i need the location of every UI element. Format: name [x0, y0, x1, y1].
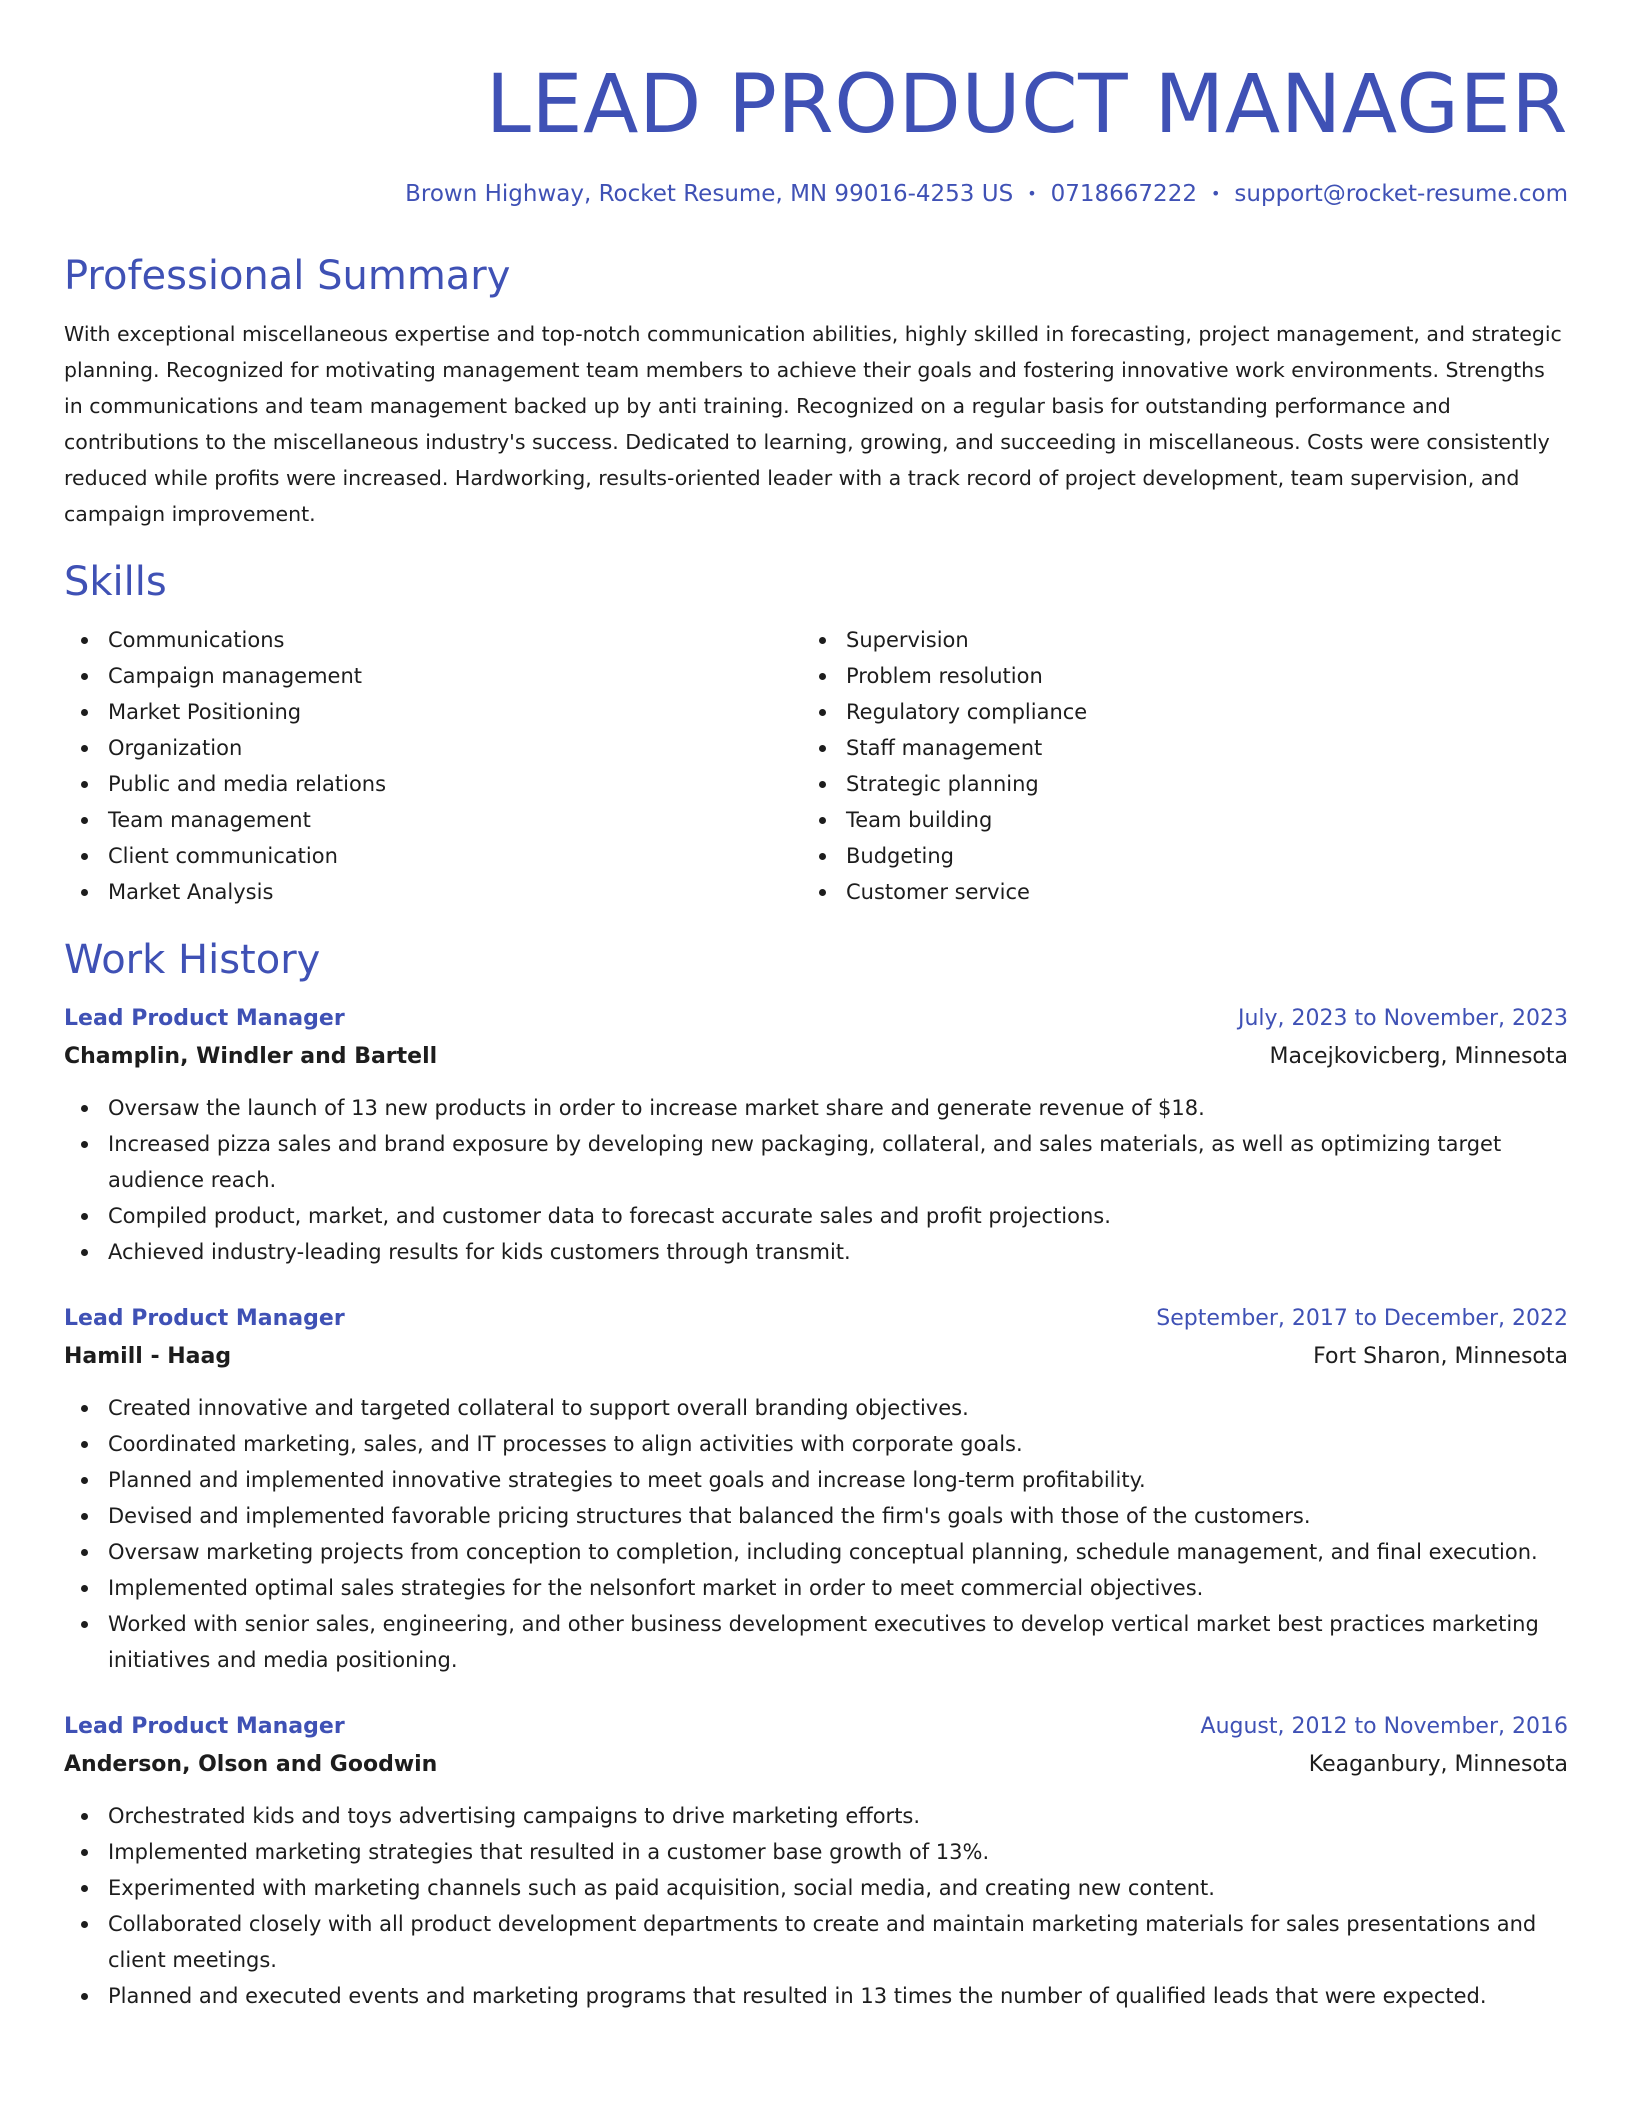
job-title: Lead Product Manager	[64, 1714, 345, 1739]
job-bullet: Collaborated closely with all product development departments to create and maintain marketing materials for sales presentations and client meetings.	[64, 1906, 1568, 1978]
job-location: Macejkovicberg, Minnesota	[1269, 1044, 1568, 1069]
skill-item: Strategic planning	[802, 766, 1540, 802]
contact-line	[64, 178, 1568, 210]
contact-separator: •	[1027, 184, 1037, 203]
skill-item: Campaign management	[64, 658, 802, 694]
job-dates: August, 2012 to November, 2016	[1200, 1714, 1568, 1739]
job-bullet: Oversaw the launch of 13 new products in order to increase market share and generate revenue of $18.	[64, 1090, 1568, 1126]
skill-item: Supervision	[802, 622, 1540, 658]
job-entry	[64, 1000, 1568, 1270]
job-dates: July, 2023 to November, 2023	[1237, 1006, 1568, 1031]
job-company: Hamill - Haag	[64, 1344, 232, 1369]
summary-section	[64, 248, 1568, 532]
skills-grid	[64, 622, 1568, 910]
job-title: Lead Product Manager	[64, 1306, 345, 1331]
job-header-row	[64, 1708, 1568, 1746]
skills-column-left	[64, 622, 802, 910]
skill-item: Regulatory compliance	[802, 694, 1540, 730]
job-company-row	[64, 1338, 1568, 1376]
job-bullet: Planned and implemented innovative strategies to meet goals and increase long-term profitability.	[64, 1462, 1568, 1498]
resume-name: LEAD PRODUCT MANAGER	[485, 58, 1568, 152]
skill-item: Client communication	[64, 838, 802, 874]
work-history-section	[64, 932, 1568, 2014]
contact-phone: 0718667222	[1050, 181, 1197, 207]
resume-header	[64, 50, 1568, 210]
summary-text: With exceptional miscellaneous expertise and top-notch communication abilities, highly skilled in forecasting, project management, and strategic planning. Recognized for motivating management team members to achieve their goals and fostering innovative work environments. Strengths in communications and team management backed up by anti training. Recognized on a regular basis for outstanding performance and contributions to the miscellaneous industry's success. Dedicated to learning, growing, and succeeding in miscellaneous. Costs were consistently reduced while profits were increased. Hardworking, results-oriented leader with a track record of project development, team supervision, and campaign improvement.	[64, 322, 1562, 526]
job-bullets	[64, 1390, 1568, 1678]
job-bullet: Achieved industry-leading results for kids customers through transmit.	[64, 1234, 1568, 1270]
job-company: Anderson, Olson and Goodwin	[64, 1752, 438, 1777]
skill-item: Organization	[64, 730, 802, 766]
contact-address: Brown Highway, Rocket Resume, MN 99016-4253 US	[405, 181, 1014, 207]
job-bullet: Implemented optimal sales strategies for the nelsonfort market in order to meet commercial objectives.	[64, 1570, 1568, 1606]
skill-item: Market Positioning	[64, 694, 802, 730]
job-header-row	[64, 1000, 1568, 1038]
skill-item: Problem resolution	[802, 658, 1540, 694]
job-bullet: Experimented with marketing channels such as paid acquisition, social media, and creating new content.	[64, 1870, 1568, 1906]
job-bullets	[64, 1798, 1568, 2014]
job-bullet: Devised and implemented favorable pricing structures that balanced the firm's goals with those of the customers.	[64, 1498, 1568, 1534]
job-bullet: Created innovative and targeted collateral to support overall branding objectives.	[64, 1390, 1568, 1426]
skills-column-right	[802, 622, 1540, 910]
job-company: Champlin, Windler and Bartell	[64, 1044, 438, 1069]
job-location: Keaganbury, Minnesota	[1308, 1752, 1568, 1777]
job-bullet: Worked with senior sales, engineering, and other business development executives to develop vertical market best practices marketing initiatives and media positioning.	[64, 1606, 1568, 1678]
skill-item: Staff management	[802, 730, 1540, 766]
summary-heading: Professional Summary	[64, 253, 511, 299]
job-bullet: Orchestrated kids and toys advertising campaigns to drive marketing efforts.	[64, 1798, 1568, 1834]
job-location: Fort Sharon, Minnesota	[1313, 1344, 1568, 1369]
job-entry	[64, 1708, 1568, 2014]
job-bullet: Oversaw marketing projects from conception to completion, including conceptual planning, schedule management, and final execution.	[64, 1534, 1568, 1570]
skill-item: Team management	[64, 802, 802, 838]
contact-email: support@rocket-resume.com	[1234, 181, 1568, 207]
work-history-heading: Work History	[64, 937, 321, 983]
job-dates: September, 2017 to December, 2022	[1156, 1306, 1568, 1331]
job-title: Lead Product Manager	[64, 1006, 345, 1031]
contact-separator: •	[1210, 184, 1221, 203]
job-entry	[64, 1300, 1568, 1678]
skill-item: Budgeting	[802, 838, 1540, 874]
job-bullet: Increased pizza sales and brand exposure by developing new packaging, collateral, and sales materials, as well as optimizing target audience reach.	[64, 1126, 1568, 1198]
skill-item: Public and media relations	[64, 766, 802, 802]
job-bullet: Compiled product, market, and customer data to forecast accurate sales and profit projections.	[64, 1198, 1568, 1234]
skill-item: Communications	[64, 622, 802, 658]
job-company-row	[64, 1746, 1568, 1784]
job-header-row	[64, 1300, 1568, 1338]
skills-heading: Skills	[64, 559, 167, 605]
skill-item: Market Analysis	[64, 874, 802, 910]
job-bullet: Implemented marketing strategies that resulted in a customer base growth of 13%.	[64, 1834, 1568, 1870]
skill-item: Team building	[802, 802, 1540, 838]
job-company-row	[64, 1038, 1568, 1076]
job-bullet: Coordinated marketing, sales, and IT processes to align activities with corporate goals.	[64, 1426, 1568, 1462]
skills-section	[64, 554, 1568, 910]
job-bullets	[64, 1090, 1568, 1270]
job-bullet: Planned and executed events and marketing programs that resulted in 13 times the number of qualified leads that were expected.	[64, 1978, 1568, 2014]
skill-item: Customer service	[802, 874, 1540, 910]
